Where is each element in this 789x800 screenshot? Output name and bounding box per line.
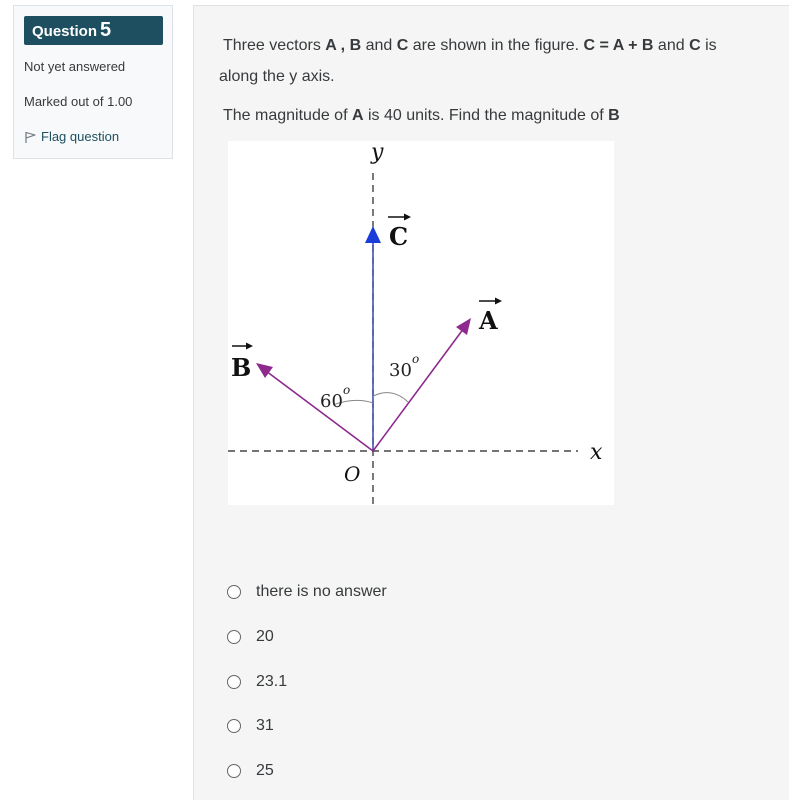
vector-a-arrowhead — [456, 318, 471, 335]
question-content — [193, 5, 789, 800]
text-segment: and — [361, 37, 397, 54]
bold-segment: B — [608, 107, 620, 124]
vector-a-line — [373, 328, 464, 451]
question-label: Question — [32, 23, 98, 40]
answer-option[interactable] — [227, 581, 387, 603]
answer-option-label: there is no answer — [256, 583, 387, 600]
bold-segment: C — [396, 37, 409, 54]
text-segment: are shown in the figure. — [408, 37, 584, 54]
vector-c-arrowhead — [365, 226, 381, 243]
vector-a-label-group — [478, 298, 502, 336]
flag-question-label: Flag question — [41, 129, 120, 144]
question-number-badge — [24, 16, 163, 45]
vector-diagram-svg — [228, 141, 614, 505]
text-segment: and — [653, 37, 690, 54]
x-axis-label: x — [590, 440, 603, 465]
flag-question-link[interactable] — [24, 129, 119, 144]
bold-segment: A , — [325, 37, 346, 54]
vector-b-arrowhead — [256, 363, 273, 378]
radio-button[interactable] — [227, 585, 241, 599]
vector-c-label: C — [389, 222, 409, 251]
answer-option[interactable] — [227, 626, 274, 648]
vector-b-label: B — [231, 353, 252, 382]
bold-segment: C — [689, 37, 701, 54]
question-text-line-3 — [223, 106, 620, 126]
vector-b-label-group — [231, 343, 253, 383]
question-info-panel — [13, 5, 173, 159]
text-segment: is 40 units. Find the magnitude of — [363, 107, 609, 124]
angle-a-degree: o — [412, 352, 420, 366]
bold-segment: B — [349, 37, 362, 54]
question-text-line-2: along the y axis. — [219, 68, 335, 85]
radio-button[interactable] — [227, 630, 241, 644]
radio-button[interactable] — [227, 675, 241, 689]
text-segment: The magnitude of — [223, 107, 352, 124]
angle-b-label: 60 — [320, 391, 343, 412]
vector-c-label-group — [388, 214, 411, 252]
text-segment: is — [700, 37, 717, 54]
question-text-line-1 — [223, 36, 717, 56]
flag-icon — [24, 131, 37, 143]
question-state: Not yet answered — [24, 59, 126, 74]
vector-diagram — [228, 141, 614, 505]
radio-button[interactable] — [227, 764, 241, 778]
question-number: 5 — [100, 19, 112, 41]
text-segment: Three vectors — [223, 37, 326, 54]
answer-option[interactable] — [227, 715, 274, 737]
answer-option-label: 23.1 — [256, 673, 288, 690]
vector-a-label: A — [479, 306, 498, 335]
answer-option-label: 25 — [256, 762, 274, 779]
angle-a-label: 30 — [389, 360, 412, 381]
origin-label: O — [344, 462, 361, 486]
answer-option-label: 31 — [256, 717, 274, 734]
bold-segment: C = A + B — [583, 37, 654, 54]
y-axis-label: y — [371, 141, 384, 165]
question-grade: Marked out of 1.00 — [24, 94, 133, 109]
bold-segment: A — [351, 107, 364, 124]
answer-option[interactable] — [227, 671, 287, 693]
angle-arc-30 — [373, 393, 408, 402]
radio-button[interactable] — [227, 719, 241, 733]
answer-option[interactable] — [227, 760, 274, 782]
answer-option-label: 20 — [256, 628, 274, 645]
angle-b-degree: o — [343, 383, 351, 397]
